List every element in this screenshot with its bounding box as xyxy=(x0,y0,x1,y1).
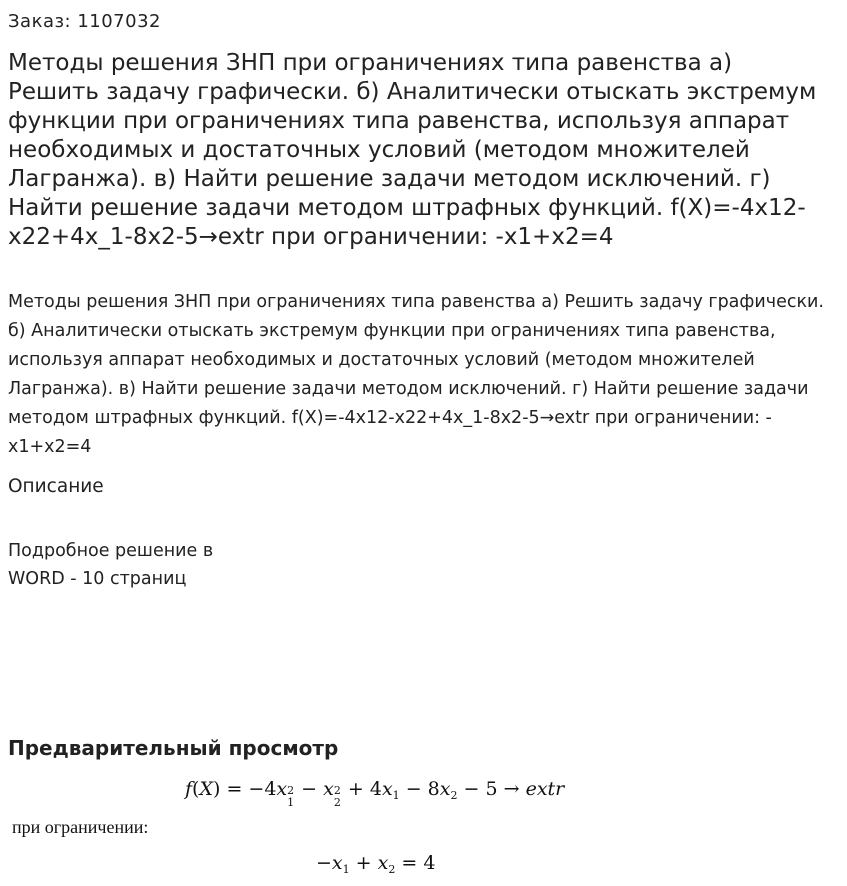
objective-formula: f(X) = −4x 2 1 − x 2 2 + $4x_1 - 8x_2 - 5$ → extr xyxy=(185,778,565,809)
description-text: Подробное решение в WORD - 10 страниц xyxy=(8,541,214,589)
constraint-label: при ограничении: xyxy=(12,817,149,837)
page-title: Методы решения ЗНП при ограничениях типа равенства а) Решить задачу графически. б) Аналитически отыскать экстремум функции при ограничениях типа равенства, используя аппарат необходимых и достаточных условий (методом множителей Лагранжа). в) Найти решение задачи методом исключений. г) Найти решение задачи методом штрафных функций. f(X)=-4x12-x22+4x_1-8x2-5→extr при ограничении: -x1+x2=4 xyxy=(8,50,817,250)
constraint-formula: $-x_1 + x_2 = 4$ xyxy=(316,852,436,876)
order-number: Заказ: 1107032 xyxy=(8,11,161,32)
description-heading: Описание xyxy=(8,476,104,497)
preview-heading: Предварительный просмотр xyxy=(8,736,339,760)
task-description-text: Методы решения ЗНП при ограничениях типа равенства а) Решить задачу графически. б) Аналитически отыскать экстремум функции при ограничениях типа равенства, используя аппарат необходимых и достаточных условий (методом множителей Лагранжа). в) Найти решение задачи методом исключений. г) Найти решение задачи методом штрафных функций. f(X)=-4x12-x22+4x_1-8x2-5→extr при ограничении: -x1+x2=4 xyxy=(8,292,824,457)
